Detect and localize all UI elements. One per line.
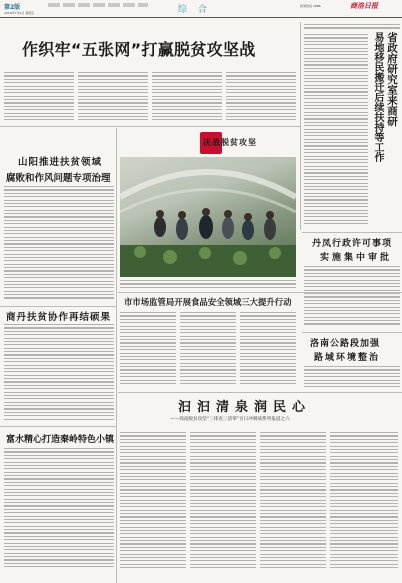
greenhouse-visit-photo [120, 157, 296, 277]
bottom-story-text-col4 [330, 432, 398, 572]
main-story-text [4, 72, 74, 124]
bottom-headline: 汩汩清泉润民心 [178, 400, 312, 415]
bottom-story-text-col2 [190, 432, 256, 572]
badge-text: 决战脱贫攻坚 [203, 138, 257, 147]
left-story-1-text [4, 186, 114, 302]
masthead [0, 0, 402, 22]
center-headline-2: 市市场监管局开展食品安全领域三大提升行动 [124, 297, 292, 307]
left-headline-2: 商丹扶贫协作再结硕果 [6, 312, 112, 323]
main-story-text-col2 [78, 72, 148, 124]
right-meta: 新闻热线 2988 [300, 4, 321, 8]
main-story-text-col3 [152, 72, 222, 124]
bottom-story-text-col3 [260, 432, 326, 572]
left-headline-1b: 腐败和作风问题专项治理 [6, 173, 111, 184]
left-headline-3: 富水精心打造秦岭特色小镇 [6, 435, 115, 445]
right-story-3-text [304, 366, 400, 390]
bottom-subheadline: ——商南脱贫攻坚“三排查三清零”百日冲刺战系列报道之六 [170, 417, 290, 422]
right-headline-2b: 实施集中审批 [320, 253, 393, 263]
masthead-nav-strip [48, 3, 148, 7]
right-headline-3b: 路域环境整治 [314, 353, 381, 363]
page-label: 第2版 [4, 4, 21, 11]
right-story-top-text [304, 24, 400, 30]
left-story-2-text [4, 324, 114, 424]
right-story-text [304, 34, 368, 230]
bottom-story-text-col1 [120, 432, 186, 572]
photo-caption [120, 280, 296, 290]
campaign-badge [200, 132, 266, 154]
center-story-2-text-col3 [240, 312, 296, 388]
center-story-2-text-col2 [180, 312, 236, 388]
center-story-2-text-col1 [120, 312, 176, 388]
right-headline-2a: 丹凤行政许可事项 [312, 239, 393, 249]
main-headline: 作织牢“五张网”打赢脱贫攻坚战 [22, 40, 256, 59]
right-vertical-headline-1: 省政府研究室来商研 [386, 32, 398, 127]
brand-logo: 商洛日报 [350, 1, 378, 10]
date-line: 2018年7月6日 星期五 [4, 11, 35, 15]
section-title: 综 合 [178, 5, 211, 15]
left-headline-1a: 山阳推进扶贫领域 [18, 157, 103, 168]
right-vertical-headline-2: 易地移民搬迁后续扶持等工作 [372, 32, 383, 162]
right-story-2-text [304, 266, 400, 330]
photo-scene [120, 157, 296, 277]
main-story-text-col4 [226, 72, 296, 124]
right-headline-3a: 洛南公路段加强 [310, 339, 381, 349]
left-story-3-text [4, 448, 114, 572]
